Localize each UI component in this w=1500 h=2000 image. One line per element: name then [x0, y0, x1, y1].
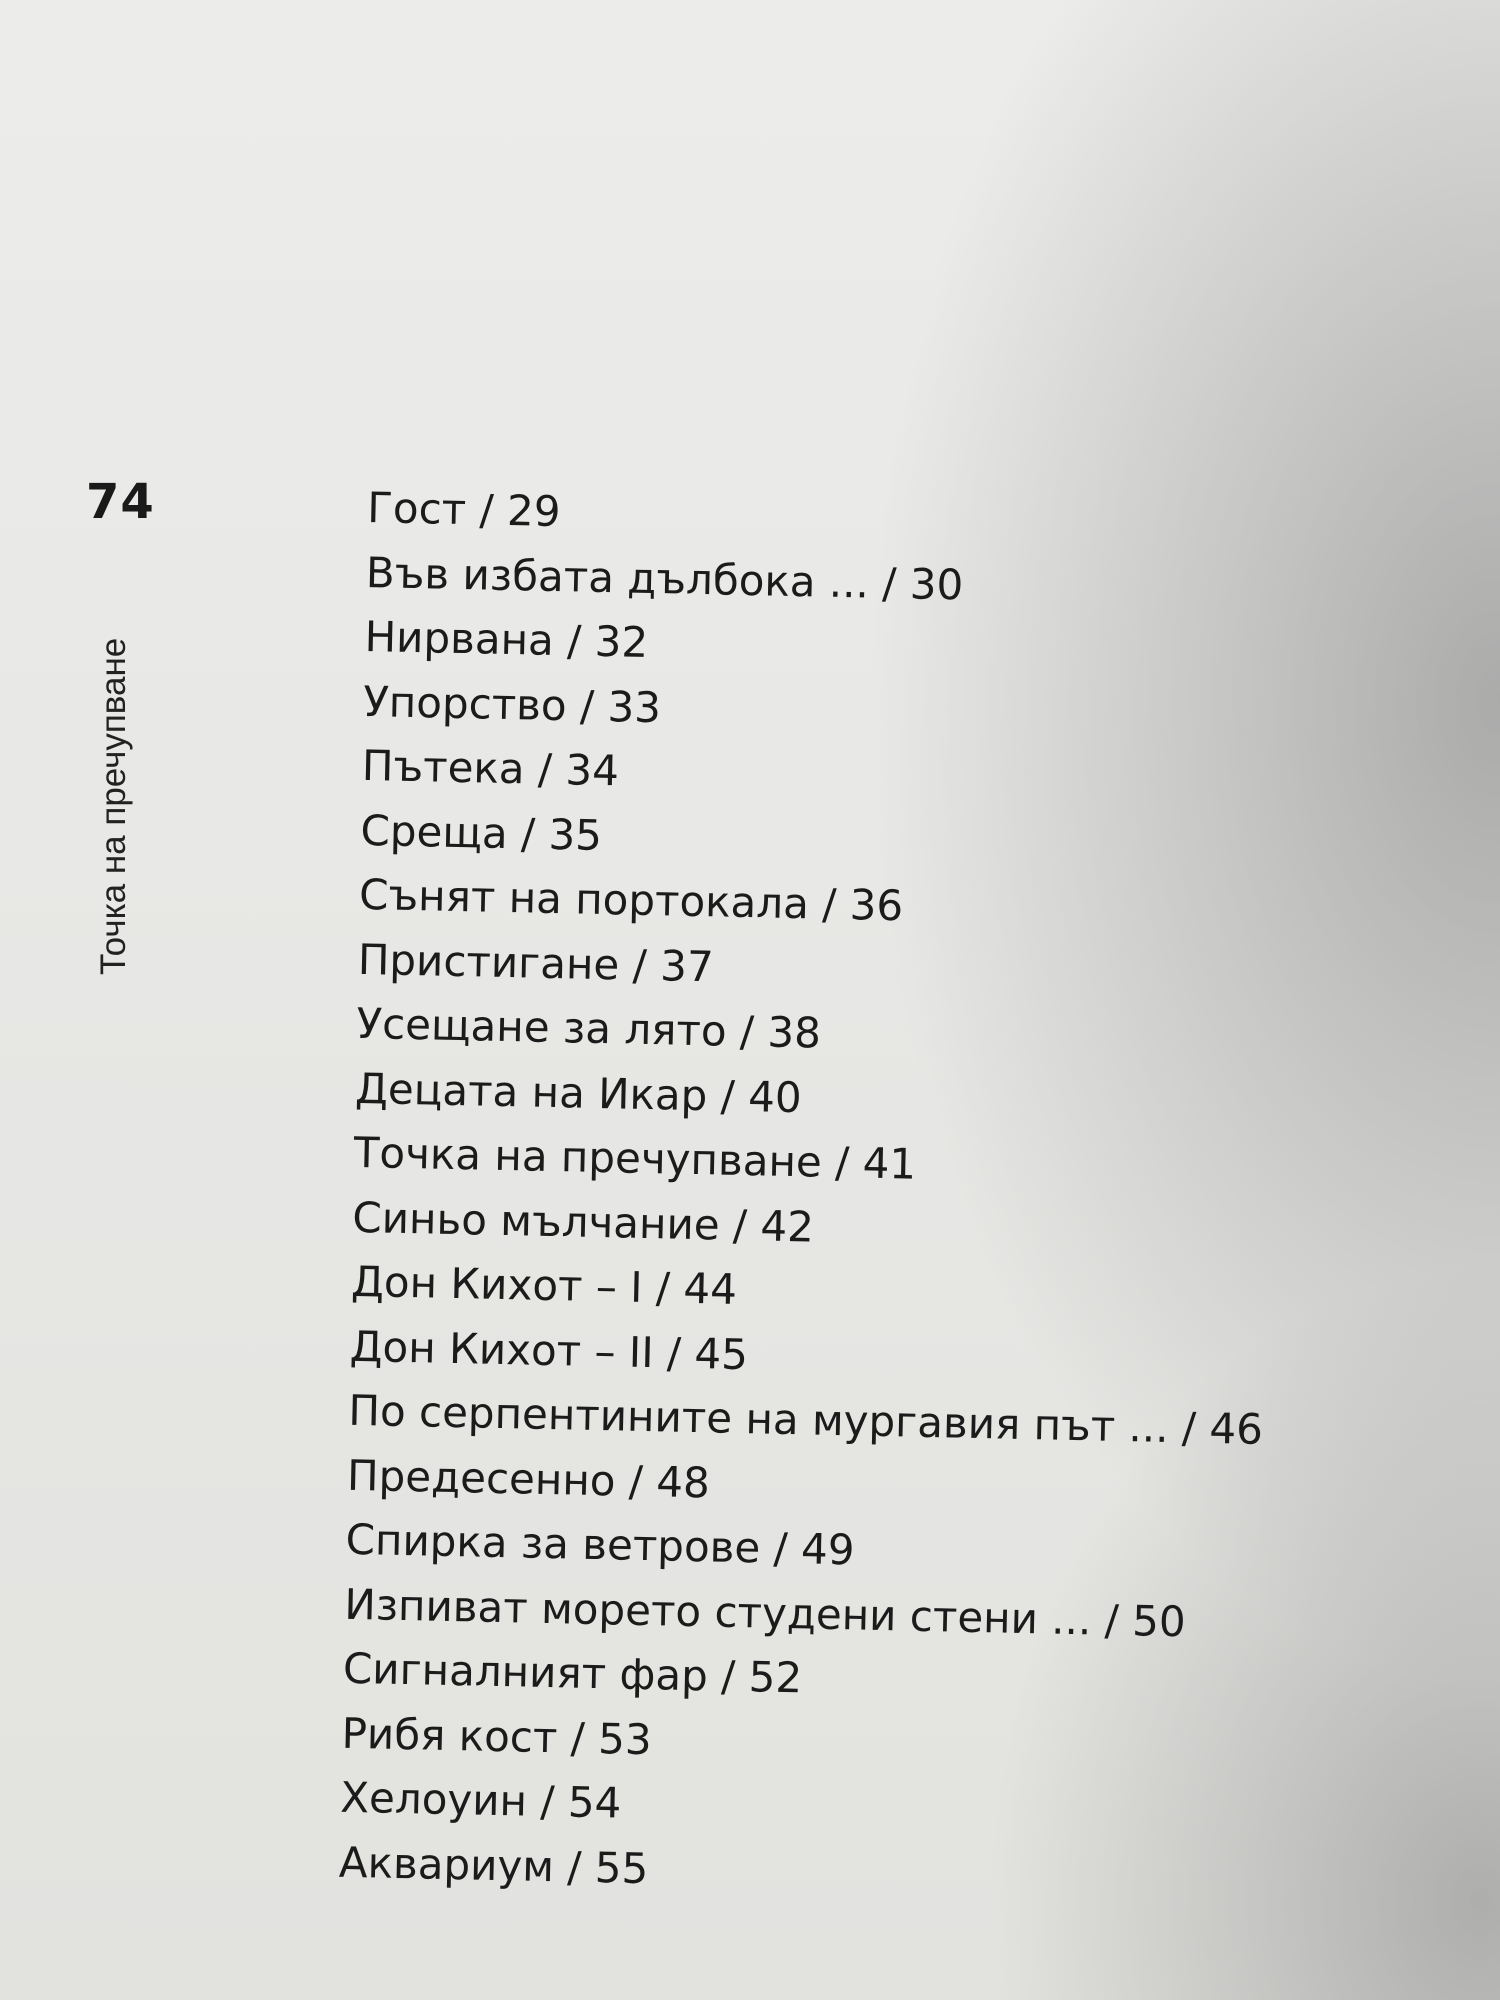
toc-entry: Аквариум / 55	[338, 1837, 649, 1893]
toc-entry: Предесенно / 48	[346, 1450, 711, 1507]
toc-entry: Спирка за ветрове / 49	[345, 1514, 856, 1575]
toc-entry: Дон Кихот – II / 45	[349, 1321, 749, 1379]
page-number: 74	[86, 474, 155, 530]
running-title: Точка на пречупване	[94, 637, 133, 975]
toc-entry: Упорство / 33	[362, 676, 662, 732]
toc-entry: Точка на пречупване / 41	[353, 1127, 917, 1189]
toc-entry: Нирвана / 32	[364, 611, 649, 667]
toc-entry: Синьо мълчание / 42	[351, 1192, 815, 1251]
toc-entry: Гост / 29	[366, 482, 561, 537]
toc-entry: Сигналният фар / 52	[342, 1643, 803, 1703]
toc-entry: Хелоуин / 54	[339, 1772, 622, 1828]
toc-entry: Във избата дълбока ... / 30	[365, 547, 964, 609]
toc-entry: Пътека / 34	[361, 740, 620, 796]
toc-entry: По серпентините на мургавия път ... / 46	[347, 1385, 1264, 1454]
toc-entry: Дон Кихот – I / 44	[350, 1256, 738, 1314]
table-of-contents	[338, 476, 1467, 1918]
toc-entry: Сънят на портокала / 36	[358, 869, 904, 931]
toc-entry: Усещане за лято / 38	[356, 998, 822, 1058]
toc-entry: Рибя кост / 53	[341, 1708, 653, 1764]
toc-entry: Пристигане / 37	[357, 934, 715, 991]
toc-entry: Среща / 35	[360, 805, 603, 860]
toc-entry: Децата на Икар / 40	[354, 1063, 803, 1122]
toc-entry: Изпиват морето студени стени ... / 50	[343, 1579, 1187, 1646]
